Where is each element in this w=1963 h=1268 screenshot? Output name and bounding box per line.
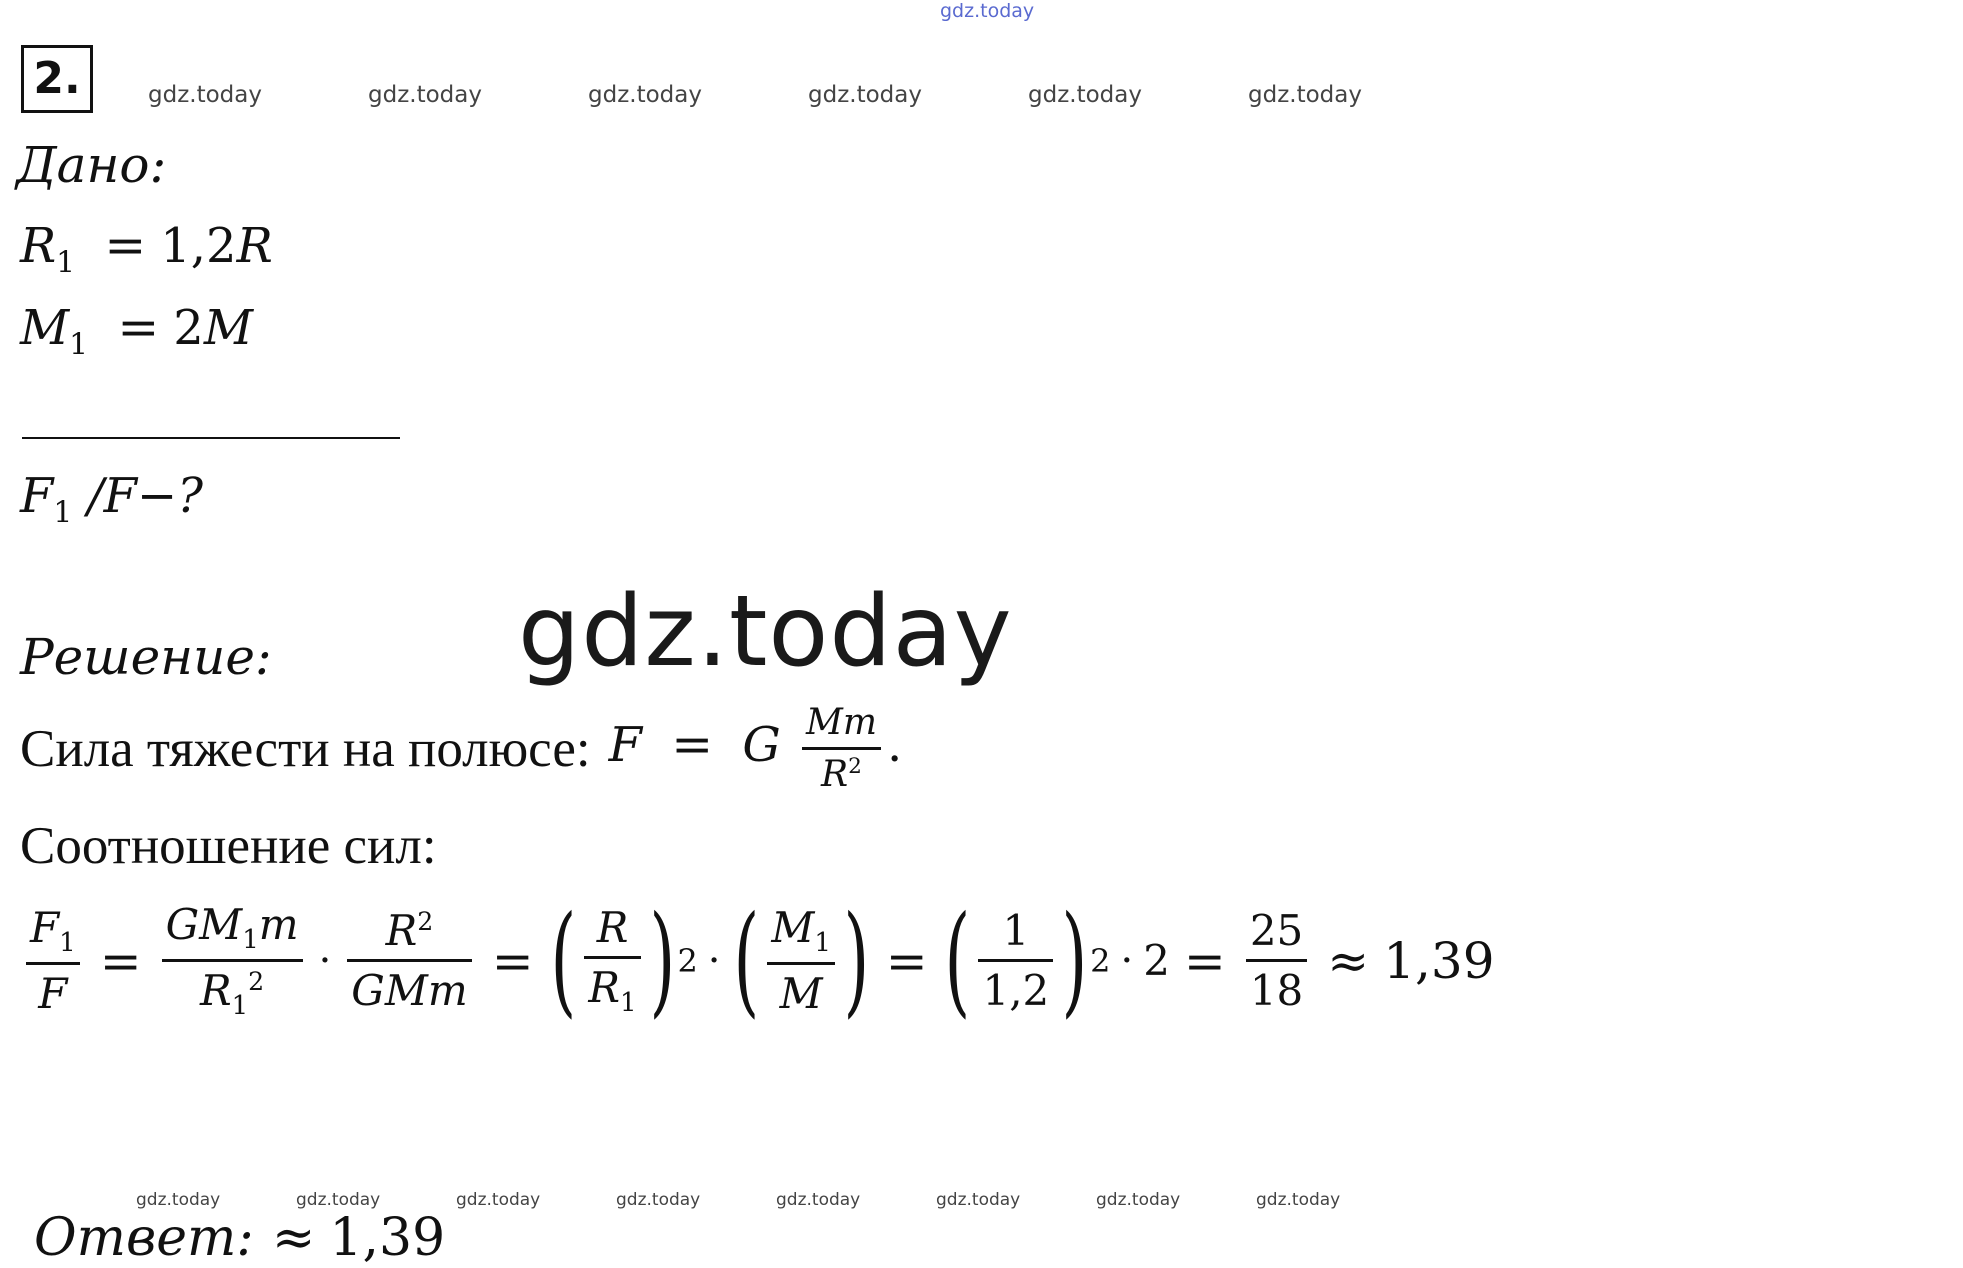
var: R bbox=[385, 906, 418, 956]
given-equation-mass bbox=[20, 298, 253, 362]
equals-sign: = bbox=[885, 931, 928, 990]
equals-sign: = bbox=[1183, 931, 1226, 990]
var: R bbox=[236, 218, 273, 274]
denominator: 1,2 bbox=[982, 966, 1050, 1016]
subscript: 1 bbox=[69, 327, 89, 363]
subscript: 1 bbox=[231, 991, 249, 1022]
watermark-text: gdz.today bbox=[456, 1190, 541, 1210]
left-paren: ( bbox=[550, 890, 576, 1030]
subscript: 1 bbox=[242, 925, 259, 956]
numerator bbox=[26, 903, 80, 965]
denominator: F bbox=[38, 969, 68, 1019]
subscript: 1 bbox=[814, 928, 831, 959]
value: 2 bbox=[173, 300, 204, 356]
answer-line bbox=[34, 1208, 445, 1268]
var: F bbox=[608, 717, 642, 773]
fraction-1-over-1-2 bbox=[978, 906, 1053, 1015]
given-heading: Дано: bbox=[16, 136, 167, 194]
watermark-text: gdz.today bbox=[936, 1190, 1021, 1210]
multiply-dot: · bbox=[1120, 937, 1134, 984]
denominator: M bbox=[779, 969, 823, 1019]
denominator bbox=[584, 959, 640, 1018]
given-equation-radius bbox=[20, 216, 273, 280]
equals-sign: = bbox=[117, 298, 160, 356]
ratio-of-forces-label: Соотношение сил: bbox=[20, 817, 437, 875]
right-paren: ) bbox=[649, 890, 675, 1030]
fraction-gm1m-over-r1sq bbox=[162, 900, 303, 1021]
value: 1,2 bbox=[160, 218, 237, 274]
watermark-text: gdz.today bbox=[1096, 1190, 1181, 1210]
answer-label: Ответ: bbox=[34, 1208, 254, 1268]
numerator: 1 bbox=[978, 906, 1053, 962]
var: M bbox=[20, 300, 70, 356]
gravity-at-pole-line bbox=[20, 702, 902, 795]
power: 2 bbox=[248, 967, 265, 997]
watermark-text: gdz.today bbox=[148, 82, 262, 108]
var: R bbox=[199, 966, 232, 1016]
watermark-text: gdz.today bbox=[136, 1190, 221, 1210]
numerator: 25 bbox=[1246, 906, 1307, 962]
var: R bbox=[821, 754, 849, 795]
var: F bbox=[20, 468, 54, 524]
numerator bbox=[347, 906, 471, 962]
left-paren: ( bbox=[944, 890, 970, 1030]
multiply-dot: · bbox=[707, 937, 721, 984]
power: 2 bbox=[1090, 941, 1111, 980]
var: G bbox=[742, 717, 781, 773]
answer-value: 1,39 bbox=[329, 1208, 446, 1268]
center-watermark: gdz.today bbox=[518, 575, 1013, 689]
denominator bbox=[162, 962, 303, 1021]
power: 2 bbox=[848, 754, 862, 779]
find-rest: /F−? bbox=[72, 468, 203, 524]
fraction-25-over-18 bbox=[1246, 906, 1307, 1015]
var: R bbox=[588, 963, 621, 1013]
power: 2 bbox=[677, 941, 698, 980]
watermark-text: gdz.today bbox=[588, 82, 702, 108]
right-paren: ) bbox=[843, 890, 870, 1030]
ratio-equation bbox=[20, 890, 1495, 1030]
watermark-text: gdz.today bbox=[1256, 1190, 1341, 1210]
var: M bbox=[203, 300, 253, 356]
watermark-text: gdz.today bbox=[808, 82, 922, 108]
subscript: 1 bbox=[56, 245, 76, 281]
subscript: 1 bbox=[53, 495, 73, 531]
fraction-r-over-r1 bbox=[584, 903, 640, 1018]
multiply-dot: · bbox=[318, 937, 332, 984]
task-number-box: 2. bbox=[21, 45, 93, 113]
var: m bbox=[258, 900, 299, 949]
equals-sign: = bbox=[671, 715, 714, 773]
equals-sign: = bbox=[99, 931, 142, 990]
equals-sign: = bbox=[491, 931, 534, 990]
var: R bbox=[20, 218, 57, 274]
solution-heading: Решение: bbox=[20, 628, 272, 686]
denominator: GMm bbox=[351, 966, 468, 1016]
result-value: 1,39 bbox=[1383, 931, 1495, 990]
var: GM bbox=[165, 900, 243, 949]
left-paren: ( bbox=[733, 890, 759, 1030]
numerator: R bbox=[584, 903, 640, 959]
approx-sign: ≈ bbox=[271, 1208, 316, 1268]
var: M bbox=[771, 903, 815, 953]
top-watermark: gdz.today bbox=[940, 0, 1035, 22]
watermark-text: gdz.today bbox=[368, 82, 482, 108]
watermark-text: gdz.today bbox=[776, 1190, 861, 1210]
var: F bbox=[30, 903, 60, 953]
gravity-formula bbox=[609, 702, 903, 795]
fraction-m1-over-m bbox=[767, 903, 835, 1018]
fraction-rsq-over-gmm bbox=[347, 906, 471, 1015]
given-divider bbox=[22, 437, 400, 439]
power: 2 bbox=[417, 907, 434, 937]
fraction bbox=[802, 702, 881, 795]
numerator bbox=[162, 900, 303, 962]
watermark-text: gdz.today bbox=[1248, 82, 1362, 108]
equals-sign: = bbox=[104, 216, 147, 274]
find-expression bbox=[20, 468, 203, 530]
denominator bbox=[802, 750, 881, 795]
approx-sign: ≈ bbox=[1327, 931, 1370, 990]
line-text: Сила тяжести на полюсе: bbox=[20, 719, 591, 778]
period: . bbox=[886, 717, 903, 773]
watermark-text: gdz.today bbox=[616, 1190, 701, 1210]
subscript: 1 bbox=[620, 988, 637, 1019]
numerator: Mm bbox=[802, 702, 881, 750]
numerator bbox=[767, 903, 835, 965]
fraction-f1-over-f bbox=[26, 903, 80, 1018]
right-paren: ) bbox=[1061, 890, 1088, 1030]
subscript: 1 bbox=[59, 928, 76, 959]
watermark-text: gdz.today bbox=[296, 1190, 381, 1210]
multiplier: 2 bbox=[1143, 936, 1170, 986]
watermark-text: gdz.today bbox=[1028, 82, 1142, 108]
denominator: 18 bbox=[1249, 966, 1304, 1016]
